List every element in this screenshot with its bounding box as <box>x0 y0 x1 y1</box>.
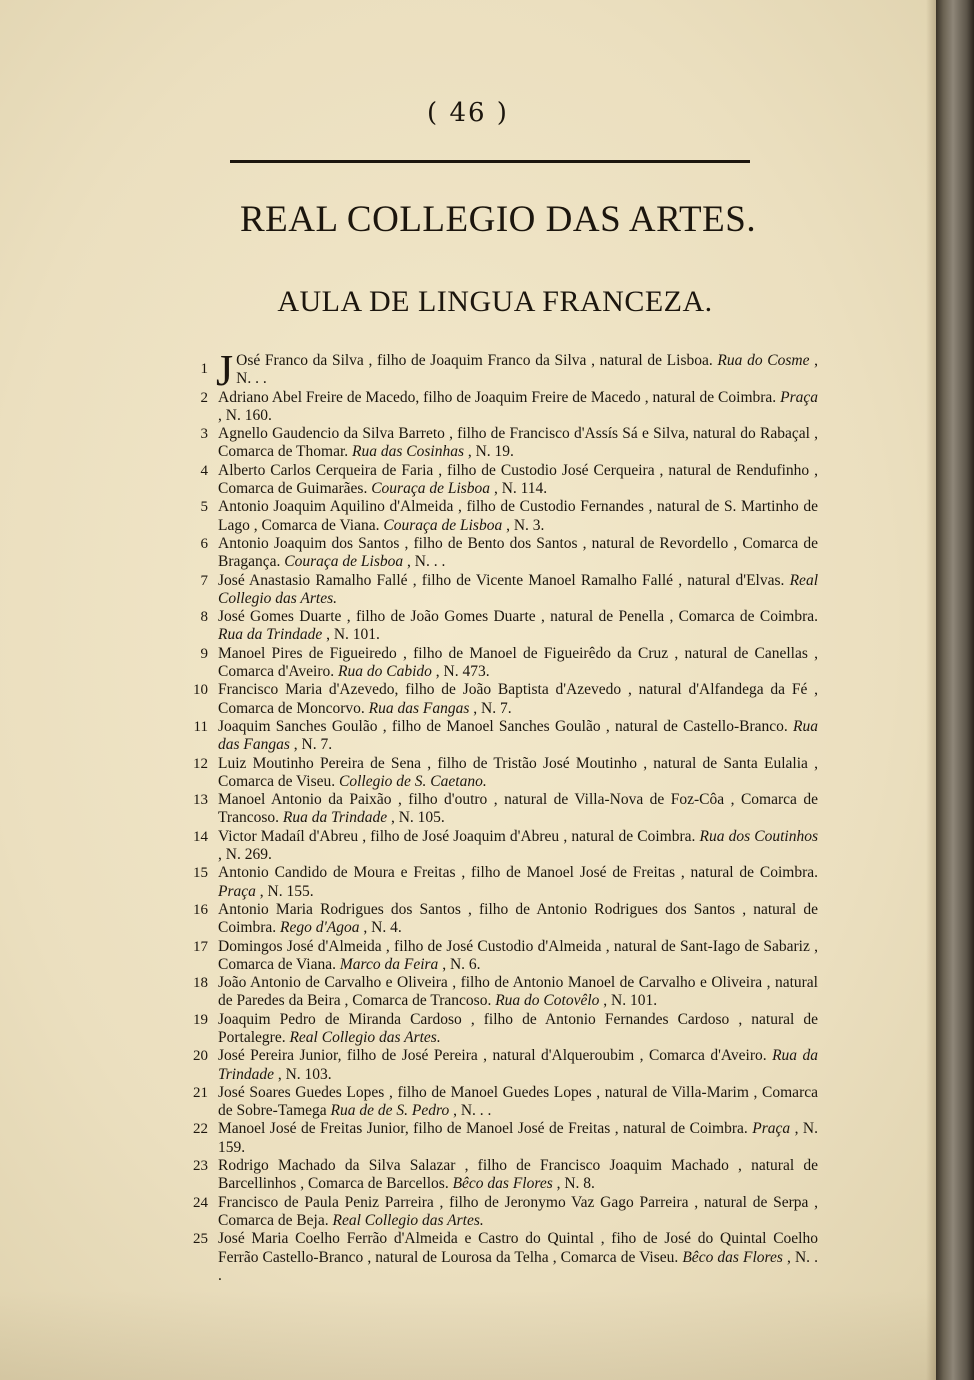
entry-house-number: , N. . . <box>236 352 819 388</box>
entry-house-number: , N. 155. <box>255 882 314 900</box>
entry-number: 10 <box>193 682 208 699</box>
entry-number: 13 <box>193 792 208 809</box>
entry-text <box>218 1120 818 1157</box>
page-title: REAL COLLEGIO DAS ARTES. <box>239 199 757 240</box>
entry-body: Osé Franco da Silva , filho de Joaquim Franco da Silva , natural de Lisboa. <box>236 352 713 369</box>
entry-text <box>218 498 818 535</box>
list-item <box>178 1120 818 1157</box>
list-item <box>178 755 818 792</box>
entry-number: 23 <box>193 1158 208 1175</box>
entry-house-number: , N. 114. <box>490 480 548 498</box>
entry-number: 18 <box>193 975 208 992</box>
entry-body: Manoel Pires de Figueiredo , filho de Manoel de Figueirêdo da Cruz , natural de Canellas , Comarca d'Aveiro. <box>218 644 818 681</box>
entry-number: 7 <box>200 572 208 589</box>
entry-number: 3 <box>200 426 208 443</box>
entry-text <box>218 755 818 792</box>
entry-text <box>218 389 818 426</box>
entry-house-number: , N. 4. <box>359 919 402 937</box>
entry-number: 25 <box>193 1231 208 1248</box>
entry-address: Couraça de Lisboa <box>284 553 404 571</box>
entry-number: 11 <box>193 718 208 735</box>
entry-house-number: , N. 105. <box>387 809 445 827</box>
entry-body: José Maria Coelho Ferrão d'Almeida e Castro do Quintal , fiho de José do Quintal Coelho Ferrão Castello-Branco , natural de Lourosa da Telha , Comarca de Viseu. <box>218 1230 818 1266</box>
entry-address: Rua das Cosinhas <box>352 443 464 461</box>
list-item <box>178 1157 818 1194</box>
entry-body: Antonio Candido de Moura e Freitas , filho de Manoel José de Freitas , natural de Coimbra. <box>218 864 818 882</box>
entry-house-number: , N. 101. <box>599 992 658 1010</box>
entry-house-number: , N. . . <box>218 1248 818 1284</box>
list-item <box>178 389 818 426</box>
list-item <box>178 791 818 828</box>
entry-number: 8 <box>200 609 208 626</box>
entry-text <box>218 791 818 828</box>
list-item <box>178 498 818 535</box>
entry-body: Manoel Antonio da Paixão , filho d'outro , natural de Villa-Nova de Foz-Côa , Comarca de Trancoso. <box>218 791 818 827</box>
list-item <box>178 901 818 938</box>
entry-address: Real Collegio das Artes. <box>289 1028 441 1046</box>
list-item <box>178 681 818 718</box>
entry-body: Francisco de Paula Peniz Parreira , filho de Jeronymo Vaz Gago Parreira , natural de Serpa , Comarca de Beja. <box>218 1193 818 1229</box>
entry-text <box>218 572 818 609</box>
entry-house-number: , N. 101. <box>322 626 380 644</box>
entry-text <box>218 1084 818 1121</box>
entry-text <box>218 718 818 755</box>
entry-text <box>218 1194 818 1231</box>
entry-text <box>218 1011 818 1048</box>
entry-address: Rua da Trindade <box>218 626 323 644</box>
entry-body: Victor Madaíl d'Abreu , filho de José Joaquim d'Abreu , natural de Coimbra. <box>218 827 696 845</box>
entry-address: Praça <box>780 388 818 406</box>
entry-body: Antonio Joaquim dos Santos , filho de Bento dos Santos , natural de Revordello , Comarca de Bragança. <box>218 534 818 571</box>
entry-address: Collegio de S. Caetano. <box>339 772 487 790</box>
entry-house-number: , N. 7. <box>469 699 512 717</box>
entry-number: 19 <box>193 1011 208 1028</box>
entry-text <box>216 346 819 395</box>
entry-body: José Gomes Duarte , filho de João Gomes Duarte , natural de Penella , Comarca de Coimbra. <box>218 608 818 626</box>
entry-number: 2 <box>200 389 208 406</box>
entry-address: Praça <box>218 882 256 900</box>
entry-address: Rua do Cotovêlo <box>495 992 600 1010</box>
entry-number: 6 <box>200 535 208 552</box>
list-item <box>178 572 818 609</box>
entry-house-number: , N. . . <box>449 1102 492 1120</box>
list-item <box>178 1011 818 1048</box>
entry-house-number: , N. 3. <box>502 516 545 534</box>
entry-number: 16 <box>193 901 208 918</box>
entry-body: Antonio Joaquim Aquilino d'Almeida , filho de Custodio Fernandes , natural de S. Martinho de Lago , Comarca de Viana. <box>218 498 818 534</box>
entry-house-number: , N. 19. <box>463 443 514 461</box>
entry-body: Manoel José de Freitas Junior, filho de Manoel José de Freitas , natural de Coimbra. <box>218 1120 748 1138</box>
header-rule <box>230 160 750 163</box>
entry-body: Joaquim Sanches Goulão , filho de Manoel Sanches Goulão , natural de Castello-Branco. <box>218 717 788 735</box>
list-item <box>178 535 818 572</box>
student-list <box>178 346 819 1285</box>
list-item <box>178 1084 818 1121</box>
entry-address: Praça <box>752 1120 791 1138</box>
list-item <box>178 1230 818 1285</box>
entry-text <box>218 462 818 499</box>
list-item <box>178 1047 818 1084</box>
list-item <box>178 938 818 975</box>
entry-text <box>218 681 818 718</box>
entry-body: Agnello Gaudencio da Silva Barreto , filho de Francisco d'Assís Sá e Silva, natural do Rabaçal , Comarca de Thomar. <box>218 425 818 461</box>
list-item <box>178 645 818 682</box>
entry-address: Real Collegio das Artes. <box>332 1211 484 1229</box>
list-item <box>178 346 819 395</box>
entry-text <box>218 645 818 682</box>
entry-house-number: , N. 160. <box>218 406 272 424</box>
list-item <box>178 718 818 755</box>
entry-address: Rua do Cabido <box>338 663 432 681</box>
list-item <box>178 864 818 901</box>
entry-number: 12 <box>193 755 208 772</box>
entry-body: José Anastasio Ramalho Fallé , filho de Vicente Manoel Ramalho Fallé , natural d'Elvas. <box>218 571 785 589</box>
entry-address: Rua de de S. Pedro <box>330 1102 450 1120</box>
entry-address: Rua da Trindade <box>282 809 388 827</box>
entry-text <box>218 828 818 865</box>
entry-body: Antonio Maria Rodrigues dos Santos , filho de Antonio Rodrigues dos Santos , natural de Coimbra. <box>218 900 818 937</box>
entry-house-number: , N. 6. <box>438 955 481 973</box>
entry-address: Couraça de Lisboa <box>383 516 503 534</box>
entry-address: Rua das Fangas <box>218 717 818 754</box>
entry-address: Bêco das Flores <box>452 1175 553 1193</box>
entry-text <box>218 864 818 901</box>
list-item <box>178 1194 818 1231</box>
page-bottom-shade <box>0 1290 936 1380</box>
entry-number: 22 <box>193 1121 208 1138</box>
entry-body: José Soares Guedes Lopes , filho de Manoel Guedes Lopes , natural de Villa-Marim , Comarca de Sobre-Tamega <box>218 1083 818 1120</box>
entry-address: Bêco das Flores <box>682 1248 783 1266</box>
drop-cap: J <box>216 346 234 395</box>
list-item <box>178 974 818 1011</box>
entry-number: 17 <box>193 938 208 955</box>
entry-house-number: , N. 8. <box>552 1175 595 1193</box>
entry-text <box>218 1047 818 1084</box>
entry-address: Rego d'Agoa <box>280 919 360 937</box>
entry-number: 4 <box>200 462 208 479</box>
entry-number: 21 <box>193 1084 208 1101</box>
entry-address: Couraça de Lisboa <box>371 480 491 498</box>
entry-number: 1 <box>200 361 208 377</box>
entry-body: Francisco Maria d'Azevedo, filho de João Baptista d'Azevedo , natural d'Alfandega da Fé , Comarca de Moncorvo. <box>218 681 818 717</box>
entry-text <box>218 535 818 572</box>
entry-number: 9 <box>200 645 208 662</box>
entry-number: 15 <box>193 865 208 882</box>
entry-number: 5 <box>200 499 208 516</box>
page-number: ( 46 ) <box>427 98 509 128</box>
entry-text <box>218 938 818 975</box>
entry-address: Marco da Feira <box>339 955 439 973</box>
list-item <box>178 608 818 645</box>
entry-number: 14 <box>193 828 208 845</box>
entry-house-number: , N. 473. <box>431 663 490 681</box>
entry-body: Domingos José d'Almeida , filho de José Custodio d'Almeida , natural de Sant-Iago de Sabariz , Comarca de Viana. <box>218 937 818 973</box>
entry-house-number: , N. 269. <box>218 846 272 864</box>
entry-house-number: , N. 103. <box>273 1065 332 1083</box>
entry-body: João Antonio de Carvalho e Oliveira , filho de Antonio Manoel de Carvalho e Oliveira , natural de Paredes da Beira , Comarca de Trancoso. <box>218 974 818 1010</box>
entry-body: Joaquim Pedro de Miranda Cardoso , filho de Antonio Fernandes Cardoso , natural de Portalegre. <box>218 1010 818 1046</box>
list-item <box>178 828 818 865</box>
entry-body: Luiz Moutinho Pereira de Sena , filho de Tristão José Moutinho , natural de Santa Eulalia , Comarca de Viseu. <box>218 754 818 790</box>
entry-text <box>218 1230 818 1285</box>
entry-text <box>218 974 818 1011</box>
entry-address: Rua do Cosme <box>717 352 810 369</box>
entry-house-number: , N. 159. <box>218 1120 818 1156</box>
entry-number: 24 <box>193 1194 208 1211</box>
entry-body: Alberto Carlos Cerqueira de Faria , filho de Custodio José Cerqueira , natural de Rendufinho , Comarca de Guimarães. <box>218 461 818 498</box>
entry-house-number: , N. 7. <box>289 736 333 754</box>
list-item <box>178 462 818 499</box>
entry-body: José Pereira Junior, filho de José Pereira , natural d'Alqueroubim , Comarca d'Aveiro. <box>218 1047 767 1065</box>
entry-house-number: , N. . . <box>403 553 446 571</box>
entry-address: Real Collegio das Artes. <box>218 571 818 607</box>
entry-address: Rua da Trindade <box>218 1047 819 1083</box>
section-subtitle: AULA DE LINGUA FRANCEZA. <box>277 285 713 318</box>
entry-text <box>218 1157 818 1194</box>
list-item <box>178 425 818 462</box>
entry-text <box>218 901 818 938</box>
entry-body: Adriano Abel Freire de Macedo, filho de Joaquim Freire de Macedo , natural de Coimbra. <box>218 388 777 406</box>
entry-body: Rodrigo Machado da Silva Salazar , filho de Francisco Joaquim Machado , natural de Barcellinhos , Comarca de Barcellos. <box>218 1157 818 1193</box>
entry-text <box>218 425 818 462</box>
entry-address: Rua das Fangas <box>368 699 470 717</box>
entry-number: 20 <box>193 1048 208 1065</box>
entry-text <box>218 608 818 645</box>
entry-address: Rua dos Coutinhos <box>699 827 819 845</box>
